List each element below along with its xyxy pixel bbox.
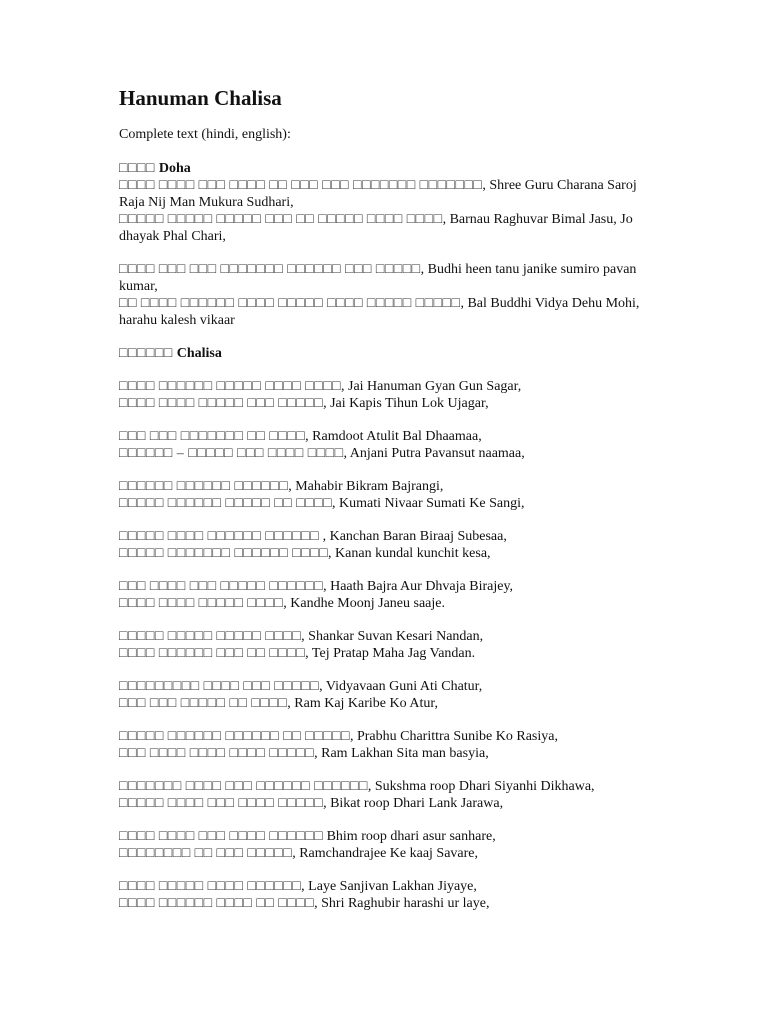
transliteration: , Tej Pratap Maha Jag Vandan. bbox=[305, 646, 476, 661]
section-heading-label: Chalisa bbox=[176, 346, 222, 361]
transliteration: , Kanchan Baran Biraaj Subesaa, bbox=[319, 529, 507, 544]
transliteration: , Barnau Raghuvar Bimal Jasu, Jo dhayak Phal Chari, bbox=[119, 212, 633, 244]
verse-line bbox=[119, 595, 649, 612]
transliteration: , Ramdoot Atulit Bal Dhaamaa, bbox=[305, 429, 482, 444]
verse-line bbox=[119, 695, 649, 712]
hindi-glyphs: □□□ □□□□ □□□ □□□□□ □□□□□□ bbox=[119, 579, 324, 594]
verse-block bbox=[119, 878, 649, 912]
intro-text: Complete text (hindi, english): bbox=[119, 127, 291, 142]
verse-line bbox=[119, 728, 649, 745]
verse-line bbox=[119, 678, 649, 695]
verse-line bbox=[119, 845, 649, 862]
transliteration: , Kandhe Moonj Janeu saaje. bbox=[283, 596, 445, 611]
verse-line bbox=[119, 528, 649, 545]
hindi-glyphs: □□□□□ □□□□□□ □□□□□□ □□ □□□□□ bbox=[119, 729, 350, 744]
section-heading bbox=[119, 160, 649, 177]
verse-block bbox=[119, 160, 649, 245]
hindi-glyphs: □□□□□ □□□□ □□□ □□□□ □□□□□ bbox=[119, 796, 324, 811]
hindi-glyphs: □□□□□□□□□ □□□□ □□□ □□□□□ bbox=[119, 679, 320, 694]
verse-block bbox=[119, 478, 649, 512]
verse-line bbox=[119, 878, 649, 895]
transliteration: , Ram Lakhan Sita man basyia, bbox=[314, 746, 489, 761]
verse-block bbox=[119, 578, 649, 612]
verse-block bbox=[119, 345, 649, 362]
transliteration: , Jai Kapis Tihun Lok Ujagar, bbox=[323, 396, 489, 411]
transliteration: , Bal Buddhi Vidya Dehu Mohi, harahu kalesh vikaar bbox=[119, 296, 640, 328]
verse-line bbox=[119, 478, 649, 495]
verse-line bbox=[119, 261, 649, 295]
hindi-heading-glyphs: □□□□ bbox=[119, 161, 159, 176]
verse-line bbox=[119, 211, 649, 245]
verse-line bbox=[119, 578, 649, 595]
hindi-glyphs: □□ □□□□ □□□□□□ □□□□ □□□□□ □□□□ □□□□□ □□□□□ bbox=[119, 296, 461, 311]
transliteration: , Ramchandrajee Ke kaaj Savare, bbox=[292, 846, 479, 861]
transliteration: , Kanan kundal kunchit kesa, bbox=[328, 546, 491, 561]
verse-line bbox=[119, 445, 649, 462]
hindi-glyphs: □□□ □□□□ □□□□ □□□□ □□□□□ bbox=[119, 746, 315, 761]
verse-block bbox=[119, 678, 649, 712]
verse-line bbox=[119, 545, 649, 562]
verse-line bbox=[119, 645, 649, 662]
verse-line bbox=[119, 295, 649, 329]
hindi-glyphs: □□□□□ □□□□□ □□□□□ □□□□ bbox=[119, 629, 302, 644]
verse-line bbox=[119, 778, 649, 795]
transliteration: , Shankar Suvan Kesari Nandan, bbox=[301, 629, 484, 644]
section-heading-label: Doha bbox=[158, 161, 191, 176]
transliteration: , Bikat roop Dhari Lank Jarawa, bbox=[323, 796, 504, 811]
hindi-glyphs: □□□□ □□□□□ □□□□ □□□□□□ bbox=[119, 879, 302, 894]
transliteration: , Haath Bajra Aur Dhvaja Birajey, bbox=[323, 579, 514, 594]
verse-block bbox=[119, 778, 649, 812]
hindi-glyphs: □□□□□□□□ □□ □□□ □□□□□ bbox=[119, 846, 293, 861]
transliteration: , Mahabir Bikram Bajrangi, bbox=[288, 479, 444, 494]
hindi-glyphs: □□□□□ □□□□ □□□□□□ □□□□□□ bbox=[119, 529, 320, 544]
verse-block bbox=[119, 828, 649, 862]
transliteration: Bhim roop dhari asur sanhare, bbox=[323, 829, 496, 844]
verse-line bbox=[119, 745, 649, 762]
hindi-glyphs: □□□□ □□□□□□ □□□ □□ □□□□ bbox=[119, 646, 306, 661]
hindi-glyphs: □□□□□□□ □□□□ □□□ □□□□□□ □□□□□□ bbox=[119, 779, 368, 794]
hindi-glyphs: □□□□□ □□□□□□□ □□□□□□ □□□□ bbox=[119, 546, 329, 561]
transliteration: , Budhi heen tanu janike sumiro pavan kumar, bbox=[119, 262, 637, 294]
verse-line bbox=[119, 428, 649, 445]
section-heading bbox=[119, 345, 649, 362]
verse-line bbox=[119, 795, 649, 812]
verse-block bbox=[119, 378, 649, 412]
verse-line bbox=[119, 628, 649, 645]
hindi-glyphs: □□□□□□ – □□□□□ □□□ □□□□ □□□□ bbox=[119, 446, 344, 461]
page-title: Hanuman Chalisa bbox=[119, 86, 282, 110]
hindi-glyphs: □□□□ □□□□□□ □□□□ □□ □□□□ bbox=[119, 896, 315, 911]
verse-block bbox=[119, 728, 649, 762]
hindi-glyphs: □□□□ □□□□ □□□ □□□□ □□ □□□ □□□ □□□□□□□ □□□□□□□ bbox=[119, 178, 483, 193]
hindi-glyphs: □□□□ □□□□ □□□ □□□□ □□□□□□ bbox=[119, 829, 324, 844]
transliteration: , Prabhu Charittra Sunibe Ko Rasiya, bbox=[349, 729, 558, 744]
transliteration: , Ram Kaj Karibe Ko Atur, bbox=[287, 696, 438, 711]
hindi-glyphs: □□□□ □□□□ □□□□□ □□□□ bbox=[119, 596, 284, 611]
hindi-glyphs: □□□□□ □□□□□ □□□□□ □□□ □□ □□□□□ □□□□ □□□□ bbox=[119, 212, 443, 227]
hindi-glyphs: □□□□ □□□□ □□□□□ □□□ □□□□□ bbox=[119, 396, 324, 411]
verse-line bbox=[119, 495, 649, 512]
verse-list bbox=[119, 160, 768, 912]
hindi-heading-glyphs: □□□□□□ bbox=[119, 346, 177, 361]
hindi-glyphs: □□□ □□□ □□□□□ □□ □□□□ bbox=[119, 696, 288, 711]
verse-line bbox=[119, 378, 649, 395]
hindi-glyphs: □□□ □□□ □□□□□□□ □□ □□□□ bbox=[119, 429, 306, 444]
verse-block bbox=[119, 628, 649, 662]
transliteration: , Kumati Nivaar Sumati Ke Sangi, bbox=[332, 496, 525, 511]
hindi-glyphs: □□□□□ □□□□□□ □□□□□ □□ □□□□ bbox=[119, 496, 333, 511]
verse-block bbox=[119, 261, 649, 329]
hindi-glyphs: □□□□ □□□□□□ □□□□□ □□□□ □□□□ bbox=[119, 379, 341, 394]
verse-line bbox=[119, 177, 649, 211]
verse-line bbox=[119, 395, 649, 412]
hindi-glyphs: □□□□ □□□ □□□ □□□□□□□ □□□□□□ □□□ □□□□□ bbox=[119, 262, 421, 277]
transliteration: , Vidyavaan Guni Ati Chatur, bbox=[319, 679, 483, 694]
verse-block bbox=[119, 528, 649, 562]
transliteration: , Shree Guru Charana Saroj Raja Nij Man Mukura Sudhari, bbox=[119, 178, 637, 210]
verse-block bbox=[119, 428, 649, 462]
transliteration: , Sukshma roop Dhari Siyanhi Dikhawa, bbox=[367, 779, 595, 794]
verse-line bbox=[119, 828, 649, 845]
transliteration: , Laye Sanjivan Lakhan Jiyaye, bbox=[301, 879, 477, 894]
hindi-glyphs: □□□□□□ □□□□□□ □□□□□□ bbox=[119, 479, 289, 494]
transliteration: , Jai Hanuman Gyan Gun Sagar, bbox=[341, 379, 522, 394]
verse-line bbox=[119, 895, 649, 912]
transliteration: , Shri Raghubir harashi ur laye, bbox=[314, 896, 490, 911]
transliteration: , Anjani Putra Pavansut naamaa, bbox=[343, 446, 525, 461]
